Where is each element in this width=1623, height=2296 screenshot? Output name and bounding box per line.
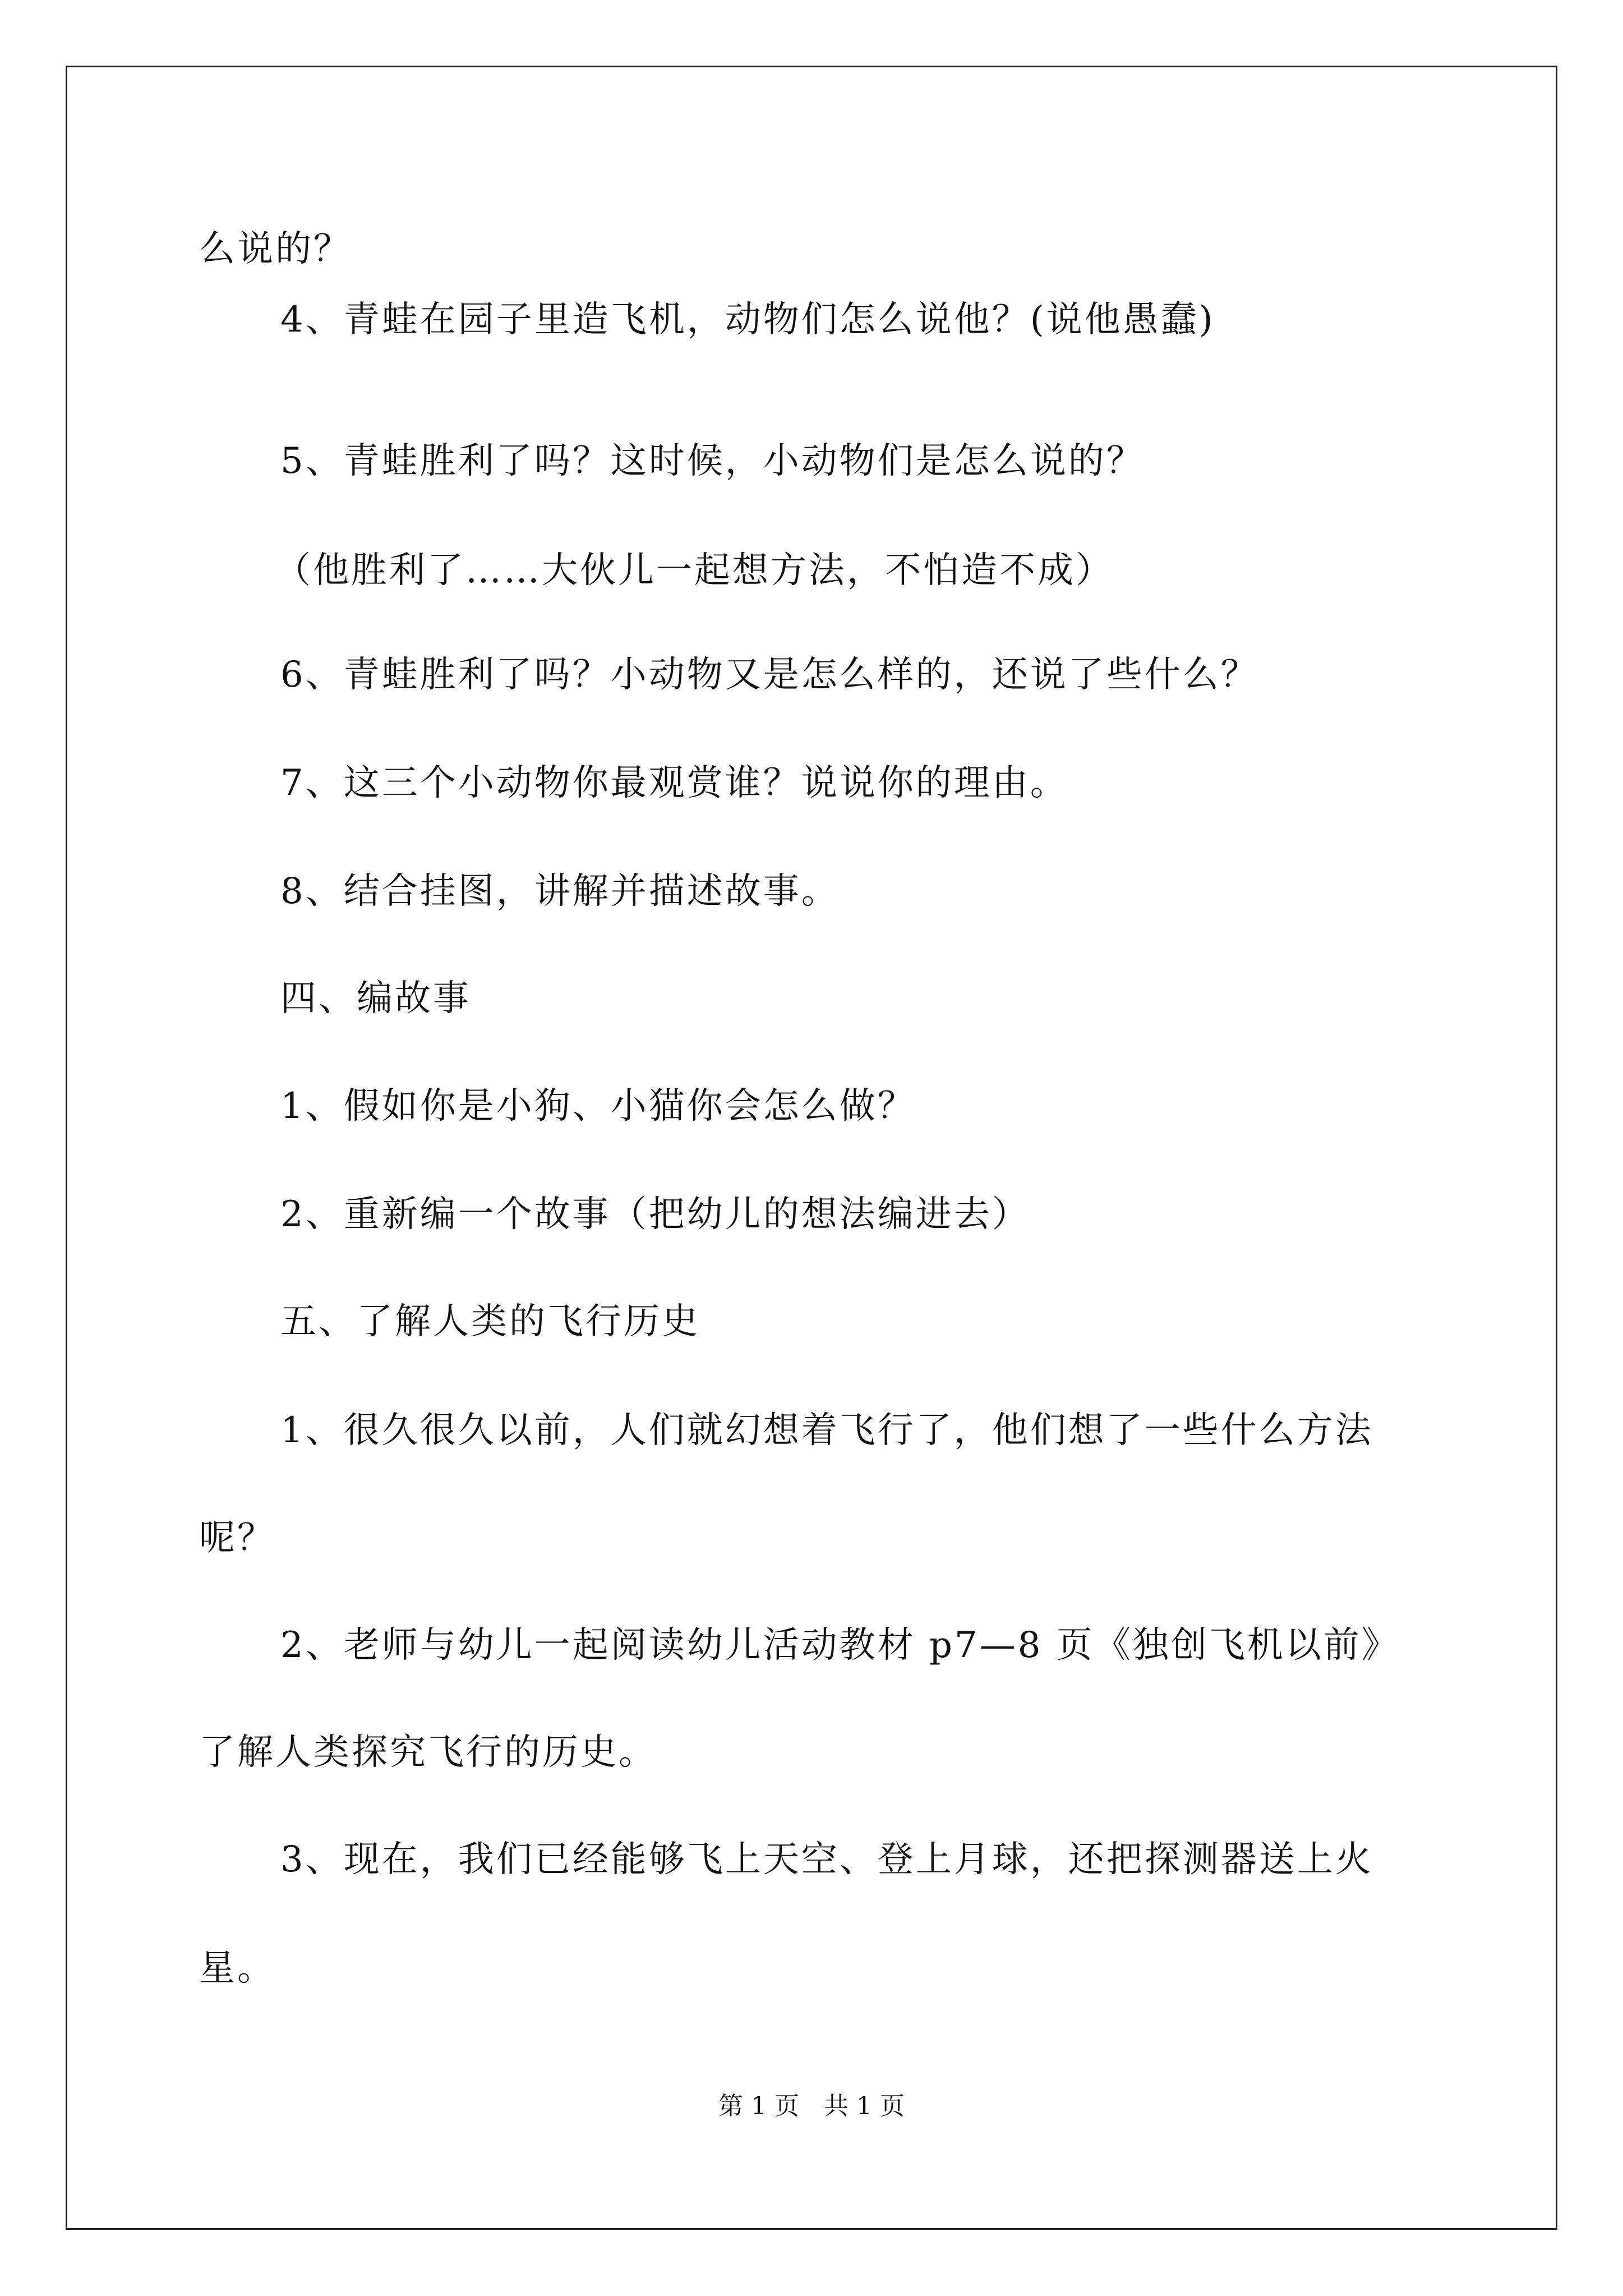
text-line: 4、青蛙在园子里造飞机，动物们怎么说他？(说他愚蠢)	[280, 299, 1215, 341]
text-line: 8、结合挂图，讲解并描述故事。	[280, 871, 840, 912]
text-line: 7、这三个小动物你最观赏谁？说说你的理由。	[280, 762, 1068, 804]
section-heading: 四、编故事	[280, 978, 471, 1019]
text-line: 星。	[199, 1948, 275, 1989]
text-line: 1、很久很久以前，人们就幻想着飞行了，他们想了一些什么方法	[280, 1410, 1373, 1451]
text-line: （他胜利了……大伙儿一起想方法，不怕造不成）	[275, 550, 1114, 591]
text-line: 6、青蛙胜利了吗？小动物又是怎么样的，还说了些什么？	[280, 654, 1259, 696]
text-line: 呢？	[199, 1517, 275, 1559]
text-line: 3、现在，我们已经能够飞上天空、登上月球，还把探测器送上火	[280, 1839, 1373, 1880]
page-footer: 第 1 页 共 1 页	[718, 2092, 905, 2120]
page-border	[66, 66, 1557, 2230]
text-line: 2、老师与幼儿一起阅读幼儿活动教材 p7—8 页《独创飞机以前》	[280, 1625, 1400, 1666]
text-line: 了解人类探究飞行的历史。	[199, 1732, 657, 1773]
text-line: 么说的？	[199, 228, 352, 270]
text-line: 2、重新编一个故事（把幼儿的想法编进去）	[280, 1194, 1030, 1235]
section-heading: 五、了解人类的飞行历史	[280, 1301, 700, 1342]
text-line: 5、青蛙胜利了吗？这时候，小动物们是怎么说的？	[280, 440, 1145, 482]
text-line: 1、假如你是小狗、小猫你会怎么做？	[280, 1085, 916, 1127]
